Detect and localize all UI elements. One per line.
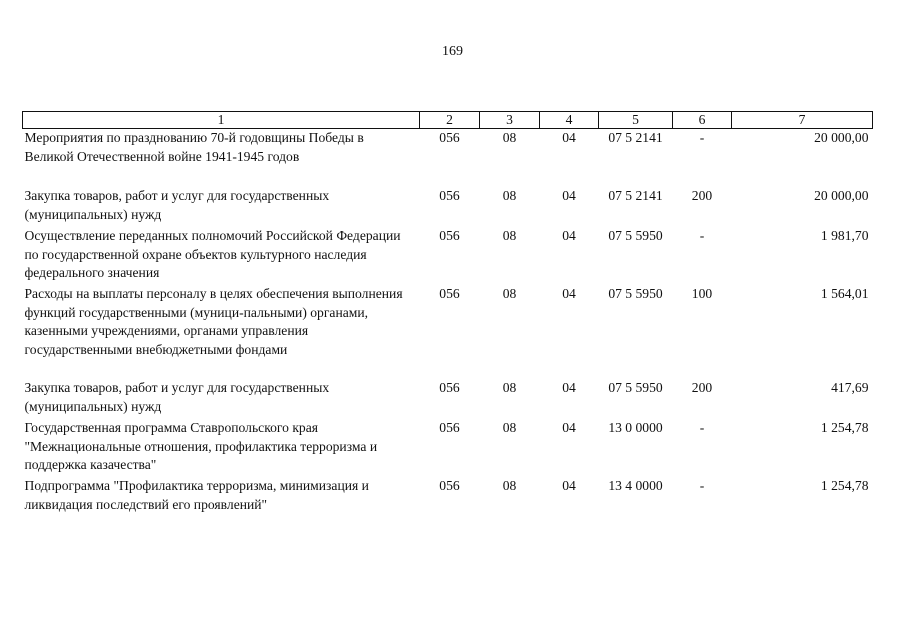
- table-row: [23, 187, 873, 227]
- subsection-code: 04: [562, 228, 576, 243]
- target-article-code: 07 5 5950: [608, 380, 663, 395]
- expense-name: Мероприятия по празднованию 70-й годовщины Победы в Великой Отечественной войне 1941-1945 годов: [24, 130, 364, 164]
- expense-type-code: 100: [691, 286, 713, 301]
- expense-type-code: 200: [691, 188, 713, 203]
- section-code: 08: [502, 130, 517, 145]
- expense-name: Государственная программа Ставропольского края "Межнациональные отношения, профилактика терроризма и поддержка казачества": [24, 420, 378, 472]
- expense-type-code: -: [699, 130, 705, 145]
- column-header: 6: [673, 112, 732, 129]
- ministry-code: 056: [439, 380, 460, 395]
- expense-type-code: -: [699, 228, 705, 243]
- expense-name: Подпрограмма "Профилактика терроризма, минимизация и ликвидация последствий его проявлений": [24, 478, 369, 512]
- amount: 20 000,00: [814, 188, 869, 203]
- table-row: [23, 379, 873, 419]
- ministry-code: 056: [439, 188, 460, 203]
- subsection-code: 04: [562, 380, 576, 395]
- section-code: 08: [502, 286, 517, 301]
- expense-name: Осуществление переданных полномочий Российской Федерации по государственной охране объектов культурного наследия федерального значения: [24, 228, 401, 280]
- target-article-code: 07 5 2141: [608, 188, 663, 203]
- expense-type-code: -: [699, 420, 705, 435]
- table-header-row: [23, 112, 873, 129]
- section-code: 08: [502, 380, 517, 395]
- column-header: 7: [732, 112, 873, 129]
- table-row: [23, 129, 873, 188]
- column-header: 1: [23, 112, 420, 129]
- expense-type-code: 200: [691, 380, 713, 395]
- section-code: 08: [502, 228, 517, 243]
- column-header: 3: [480, 112, 540, 129]
- amount: 1 254,78: [820, 478, 869, 493]
- target-article-code: 07 5 5950: [608, 228, 663, 243]
- section-code: 08: [502, 188, 517, 203]
- table-row: [23, 477, 873, 517]
- ministry-code: 056: [439, 228, 460, 243]
- ministry-code: 056: [439, 286, 460, 301]
- column-header: 5: [599, 112, 673, 129]
- target-article-code: 13 0 0000: [608, 420, 663, 435]
- expense-type-code: -: [699, 478, 705, 493]
- subsection-code: 04: [562, 478, 576, 493]
- subsection-code: 04: [562, 286, 576, 301]
- table-row: [23, 227, 873, 285]
- target-article-code: 07 5 5950: [608, 286, 663, 301]
- table-row: [23, 419, 873, 477]
- table-row: [23, 285, 873, 379]
- subsection-code: 04: [562, 188, 576, 203]
- ministry-code: 056: [439, 478, 460, 493]
- amount: 417,69: [831, 380, 869, 395]
- column-header: 2: [420, 112, 480, 129]
- page-number: 169: [442, 44, 463, 59]
- ministry-code: 056: [439, 130, 460, 145]
- ministry-code: 056: [439, 420, 460, 435]
- expense-name: Закупка товаров, работ и услуг для государственных (муниципальных) нужд: [24, 380, 330, 414]
- budget-table: [22, 111, 873, 517]
- subsection-code: 04: [562, 130, 576, 145]
- expense-name: Расходы на выплаты персоналу в целях обеспечения выполнения функций государственными (муници-пальными) органами, казенными учреждениями, органами управления государственными внебюджетными фондами: [24, 286, 403, 357]
- subsection-code: 04: [562, 420, 576, 435]
- section-code: 08: [502, 478, 517, 493]
- amount: 1 254,78: [820, 420, 869, 435]
- amount: 20 000,00: [814, 130, 869, 145]
- amount: 1 564,01: [820, 286, 869, 301]
- column-header: 4: [540, 112, 599, 129]
- amount: 1 981,70: [820, 228, 869, 243]
- target-article-code: 13 4 0000: [608, 478, 663, 493]
- section-code: 08: [502, 420, 517, 435]
- expense-name: Закупка товаров, работ и услуг для государственных (муниципальных) нужд: [24, 188, 330, 222]
- target-article-code: 07 5 2141: [608, 130, 663, 145]
